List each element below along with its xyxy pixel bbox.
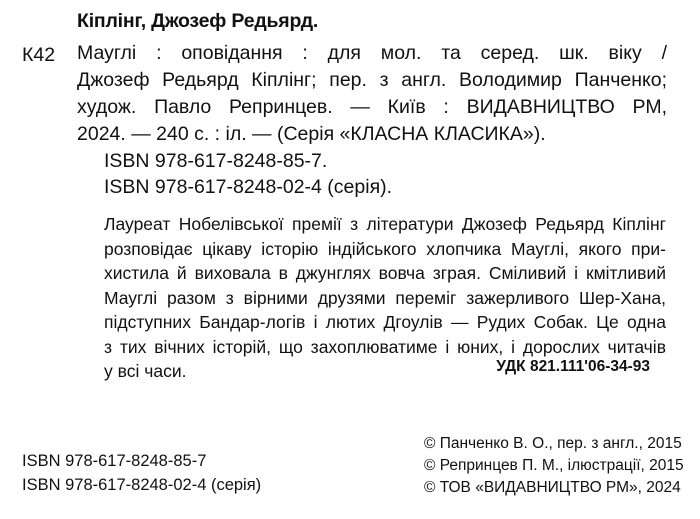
annotation-line: хистила й виховала в джунглях вовча зграя. Сміливий і кмітливий [104, 263, 666, 283]
bibliographic-line: Мауглі : оповідання : для мол. та серед. шк. віку / [77, 42, 667, 64]
author-heading: Кіплінг, Джозеф Редьярд. [77, 10, 319, 32]
isbn-bottom-book: ISBN 978-617-8248-85-7 [22, 452, 207, 470]
copyright-publisher: © ТОВ «ВИДАВНИЦТВО РМ», 2024 [424, 479, 681, 496]
bibliographic-line: худож. Павло Репринцев. — Київ : ВИДАВНИЦТВО РМ, [77, 96, 667, 118]
annotation-line: Лауреат Нобелівської премії з літератури Джозеф Редьярд Кіплінг [104, 214, 666, 234]
isbn-book: ISBN 978-617-8248-85-7. [104, 150, 328, 172]
bibliographic-line: 2024. — 240 с. : іл. — (Серія «КЛАСНА КЛАСИКА»). [77, 123, 546, 145]
annotation-line: з тих вічних історій, що захоплюватиме і юних, і дорослих читачів [104, 336, 666, 357]
copyright-translator: © Панченко В. О., пер. з англ., 2015 [424, 435, 682, 452]
isbn-series: ISBN 978-617-8248-02-4 (серія). [104, 176, 393, 198]
annotation-line: розповідає цікаву історію індійського хлопчика Мауглі, якого при- [104, 238, 666, 259]
annotation-line: підступних Бандар-логів і лютих Дгоулів — Рудих Собак. Це одна [104, 312, 666, 332]
annotation-line: у всі часи. [104, 361, 187, 381]
catalog-mark: К42 [22, 44, 56, 66]
isbn-bottom-series: ISBN 978-617-8248-02-4 (серія) [22, 476, 262, 494]
udk-code: УДК 821.111'06-34-93 [496, 358, 650, 375]
bibliographic-line: Джозеф Редьярд Кіплінг; пер. з англ. Володимир Панченко; [77, 69, 667, 91]
annotation-line: Мауглі разом з вірними друзями переміг зажерливого Шер-Хана, [104, 287, 666, 308]
copyright-illustrator: © Репринцев П. М., ілюстрації, 2015 [424, 457, 684, 474]
bibliographic-description [77, 40, 667, 148]
